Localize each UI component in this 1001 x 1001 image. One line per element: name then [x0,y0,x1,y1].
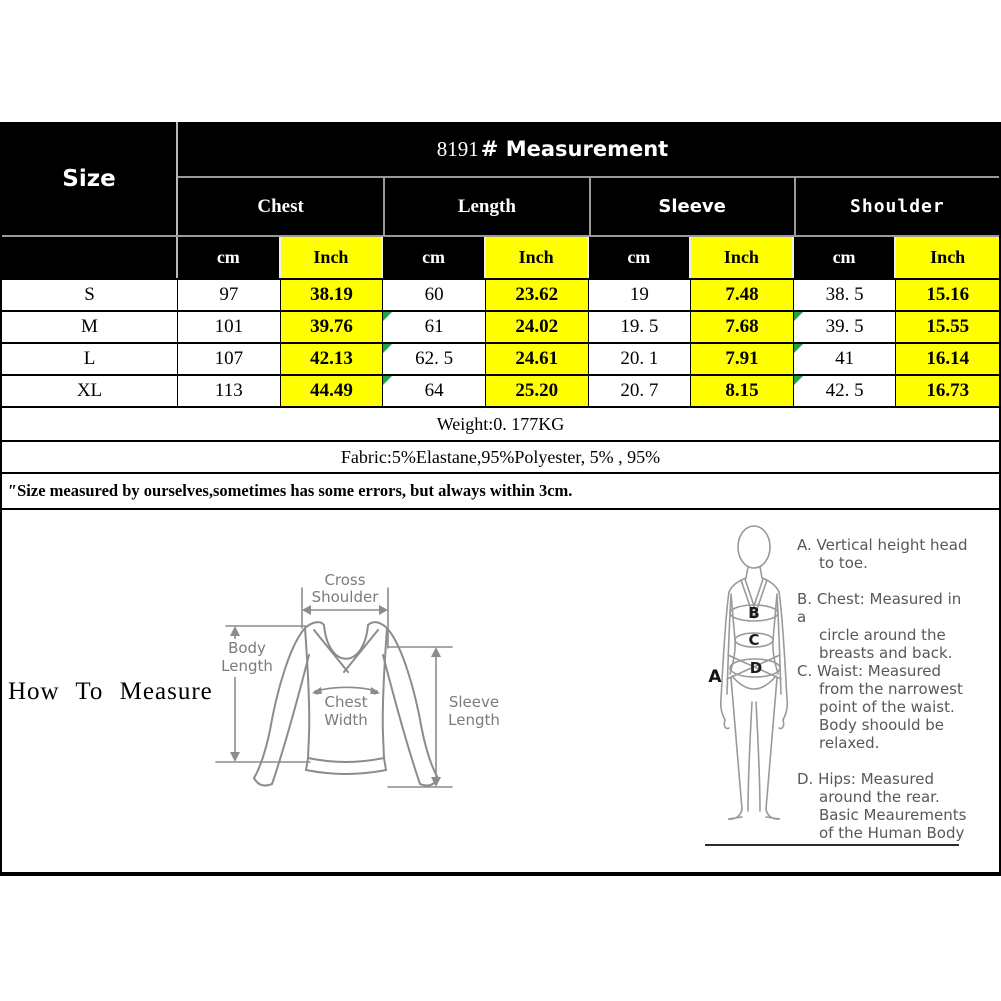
instruction-line: Basic Meaurements [819,806,967,824]
body-length-label: Length [221,657,273,675]
shoulder-cm: 38. 5 [794,280,897,310]
length-cm: 61 [383,312,486,342]
unit-cm: cm [794,237,897,278]
shoulder-inch: 16.73 [896,376,999,406]
unit-cm: cm [589,237,692,278]
shoulder-inch: 16.14 [896,344,999,374]
sleeve-cm: 19. 5 [589,312,692,342]
sleeve-inch: 8.15 [691,376,794,406]
how-to-measure-section [2,510,999,872]
instruction-line: Body shoould be [819,716,945,734]
length-inch: 23.62 [486,280,589,310]
item-number: 8191 [436,136,479,161]
instruction-line: of the Human Body [819,824,965,842]
length-inch: 24.61 [486,344,589,374]
shoulder-cm: 42. 5 [794,376,897,406]
sleeve-inch: 7.48 [691,280,794,310]
instruction-line: D. Hips: Measured [797,770,934,788]
instruction-b [797,590,969,662]
instruction-line: circle around the [819,626,946,644]
chest-cm: 107 [178,344,281,374]
how-to-measure-title: How To Measure [8,678,213,705]
chest-cm: 101 [178,312,281,342]
instruction-line: point of the waist. [819,698,955,716]
length-cm: 64 [383,376,486,406]
sleeve-length-label: Length [448,711,500,729]
chest-inch: 42.13 [281,344,384,374]
instruction-line: B. Chest: Measured in a [797,590,962,626]
body-figure-diagram [682,514,797,834]
figure-label-a: A [708,667,722,687]
size-label: L [2,344,178,374]
title-text: # Measurement [480,137,669,161]
garment-diagram [202,540,532,830]
shoulder-cm: 41 [794,344,897,374]
instruction-line: C. Waist: Measured [797,662,942,680]
chest-width-label: Chest [324,693,368,711]
length-inch: 25.20 [486,376,589,406]
unit-inch: Inch [281,237,384,278]
group-header-row [178,178,999,235]
instruction-line: around the rear. [819,788,940,806]
cross-shoulder-label: Cross [324,571,366,589]
group-header-length: Length [383,178,588,235]
chest-inch: 39.76 [281,312,384,342]
chest-cm: 97 [178,280,281,310]
sleeve-cm: 20. 7 [589,376,692,406]
instruction-line: relaxed. [819,734,880,752]
body-length-label: Body [228,639,266,657]
unit-cm: cm [383,237,486,278]
measurement-header-area [178,122,999,235]
unit-header-row [2,235,999,280]
instruction-underline [705,844,959,846]
fabric-row: Fabric:5%Elastane,95%Polyester, 5% , 95% [2,442,999,474]
sleeve-cm: 19 [589,280,692,310]
length-cm: 60 [383,280,486,310]
group-header-sleeve: Sleeve [589,178,794,235]
measurement-table [0,122,1001,876]
cross-shoulder-label: Shoulder [311,588,379,606]
table-row-s [2,280,999,312]
table-header [2,122,999,235]
chest-inch: 44.49 [281,376,384,406]
chest-cm: 113 [178,376,281,406]
group-header-shoulder: Shoulder [794,178,999,235]
shoulder-inch: 15.55 [896,312,999,342]
length-cm: 62. 5 [383,344,486,374]
table-row-m [2,312,999,344]
size-label: XL [2,376,178,406]
sleeve-cm: 20. 1 [589,344,692,374]
instruction-c [797,662,969,752]
chest-inch: 38.19 [281,280,384,310]
figure-label-b: B [748,604,760,622]
sleeve-length-label: Sleeve [448,693,500,711]
table-row-l [2,344,999,376]
sleeve-inch: 7.91 [691,344,794,374]
weight-row: Weight:0. 177KG [2,408,999,442]
unit-size-spacer [2,237,178,278]
instruction-line: to toe. [819,554,868,572]
instruction-line: breasts and back. [819,644,953,662]
unit-inch: Inch [691,237,794,278]
shoulder-cm: 39. 5 [794,312,897,342]
instruction-line: A. Vertical height head [797,536,968,554]
unit-inch: Inch [486,237,589,278]
unit-cm: cm [178,237,281,278]
size-column-header: Size [2,122,178,235]
length-inch: 24.02 [486,312,589,342]
instruction-line: from the narrowest [819,680,963,698]
note-row: ″Size measured by ourselves,sometimes has some errors, but always within 3cm. [2,474,999,510]
unit-inch: Inch [896,237,999,278]
group-header-chest: Chest [257,195,304,217]
sleeve-inch: 7.68 [691,312,794,342]
instruction-a [797,536,969,572]
instruction-d [797,770,969,842]
figure-label-c: C [748,631,760,649]
size-label: M [2,312,178,342]
figure-label-d: D [749,659,763,677]
shoulder-inch: 15.16 [896,280,999,310]
table-row-xl [2,376,999,408]
table-title [178,122,999,178]
size-label: S [2,280,178,310]
chest-width-label: Width [324,711,368,729]
